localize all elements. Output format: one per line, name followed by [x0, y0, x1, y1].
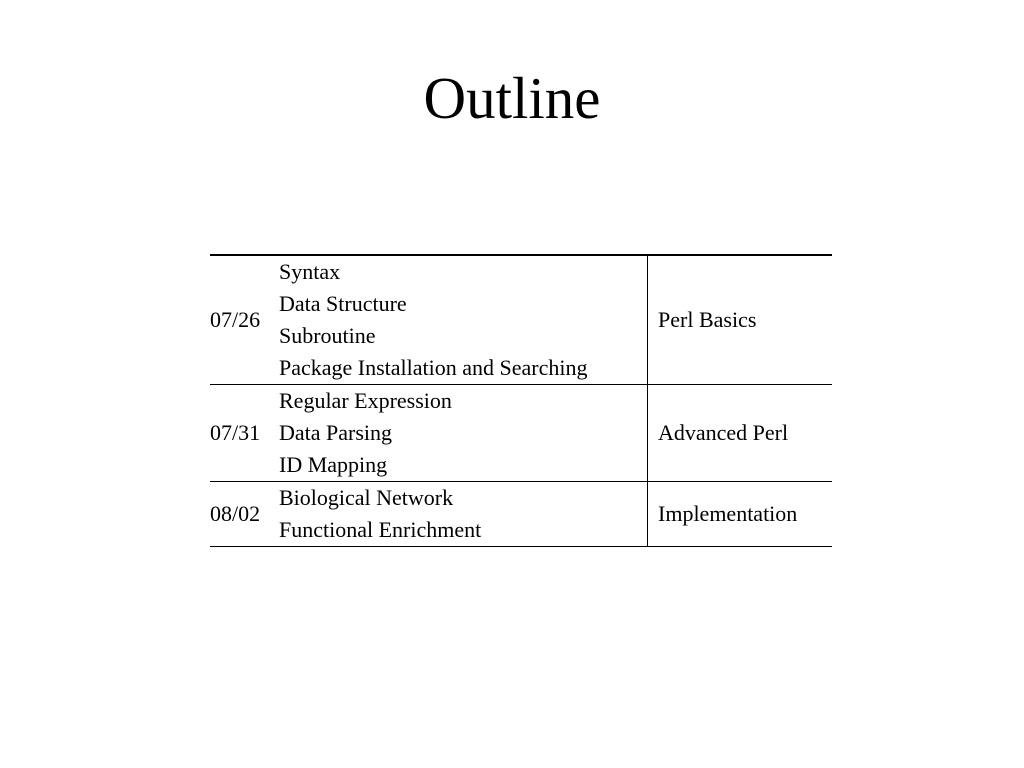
topic-item: Biological Network: [279, 485, 454, 510]
topic-item: Syntax: [279, 259, 341, 284]
topic-item: Data Parsing: [279, 420, 393, 445]
date-cell: 07/31: [210, 420, 261, 445]
topic-item: Regular Expression: [279, 388, 452, 413]
topic-item: Subroutine: [279, 323, 376, 348]
section-cell: Perl Basics: [648, 255, 833, 385]
schedule-row-0726: [210, 255, 832, 385]
topics-cell: [278, 482, 648, 547]
slide-title: Outline: [423, 65, 601, 131]
topic-item: Package Installation and Searching: [279, 355, 588, 380]
topic-item: Data Structure: [279, 291, 407, 316]
topics-cell: [278, 385, 648, 482]
topic-item: Functional Enrichment: [279, 517, 482, 542]
schedule-row-0802: [210, 482, 832, 547]
schedule-row-0731: [210, 385, 832, 482]
section-cell: Advanced Perl: [648, 385, 833, 482]
date-cell: 07/26: [210, 307, 261, 332]
outline-table: [210, 254, 832, 547]
topic-item: ID Mapping: [279, 452, 388, 477]
date-cell: 08/02: [210, 501, 261, 526]
section-cell: Implementation: [648, 482, 833, 547]
topics-cell: [278, 255, 648, 385]
